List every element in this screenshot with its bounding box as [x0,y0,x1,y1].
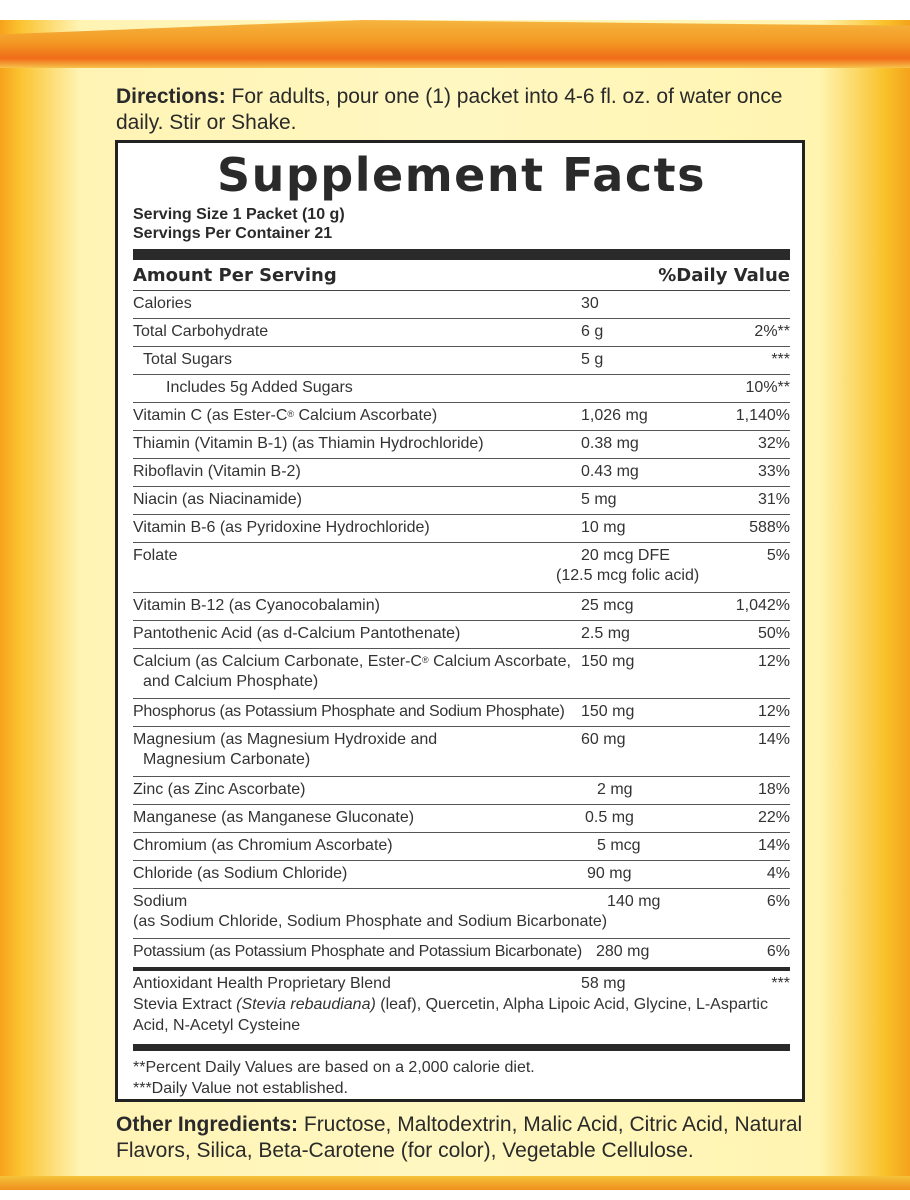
servings-per-container: Servings Per Container 21 [133,225,333,242]
other-ingredients [116,1112,816,1164]
nutrient-row-added-sugars: Includes 5g Added Sugars 10%** [133,375,790,403]
package-bottom-edge [0,1176,910,1190]
nutrient-row-chromium: Chromium (as Chromium Ascorbate) 5 mcg 14% [133,833,790,861]
nutrient-row-vitamin-b6: Vitamin B-6 (as Pyridoxine Hydrochloride) 10 mg 588% [133,515,790,543]
proprietary-blend-row: Antioxidant Health Proprietary Blend 58 mg *** [133,975,790,992]
other-ingredients-body: Fructose, Maltodextrin, Malic Acid, Citric Acid, Natural Flavors, Silica, Beta-Carotene (for color), Vegetable Cellulose. [116,1113,803,1162]
nutrient-row-thiamin: Thiamin (Vitamin B-1) (as Thiamin Hydrochloride) 0.38 mg 32% [133,431,790,459]
footnote-daily-values: **Percent Daily Values are based on a 2,000 calorie diet. [133,1059,535,1076]
daily-value-heading: %Daily Value [658,264,790,286]
directions-body: For adults, pour one (1) packet into 4-6 fl. oz. of water once daily. Stir or Shake. [116,85,783,134]
directions-label: Directions: [116,85,226,108]
nutrient-row-potassium: Potassium (as Potassium Phosphate and Potassium Bicarbonate) 280 mg 6% [133,943,790,960]
divider-bottom [133,1044,790,1051]
supplement-facts-panel [115,140,805,1102]
nutrient-row-phosphorus: Phosphorus (as Potassium Phosphate and Sodium Phosphate) 150 mg 12% [133,699,790,727]
nutrient-row-vitamin-c: Vitamin C (as Ester-C® Calcium Ascorbate) 1,026 mg 1,140% [133,403,790,431]
divider-thick [133,249,790,260]
nutrient-row-riboflavin: Riboflavin (Vitamin B-2) 0.43 mg 33% [133,459,790,487]
nutrient-row-pantothenic-acid: Pantothenic Acid (as d-Calcium Pantothenate) 2.5 mg 50% [133,621,790,649]
nutrient-row-vitamin-b12: Vitamin B-12 (as Cyanocobalamin) 25 mcg 1,042% [133,593,790,621]
nutrient-row-calcium: Calcium (as Calcium Carbonate, Ester-C® Calcium Ascorbate, and Calcium Phosphate) 150 mg 12% [133,649,790,699]
other-ingredients-label: Other Ingredients: [116,1113,299,1136]
nutrient-row-chloride: Chloride (as Sodium Chloride) 90 mg 4% [133,861,790,889]
nutrient-row-total-carbohydrate: Total Carbohydrate 6 g 2%** [133,319,790,347]
nutrient-row-niacin: Niacin (as Niacinamide) 5 mg 31% [133,487,790,515]
nutrient-row-zinc: Zinc (as Zinc Ascorbate) 2 mg 18% [133,777,790,805]
nutrient-row-magnesium: Magnesium (as Magnesium Hydroxide and Magnesium Carbonate) 60 mg 14% [133,727,790,777]
serving-size: Serving Size 1 Packet (10 g) [133,206,345,223]
nutrient-row-sodium: Sodium (as Sodium Chloride, Sodium Phosphate and Sodium Bicarbonate) 140 mg 6% [133,889,790,939]
nutrient-row-manganese: Manganese (as Manganese Gluconate) 0.5 mg 22% [133,805,790,833]
proprietary-blend-ingredients: Stevia Extract (Stevia rebaudiana) (leaf), Quercetin, Alpha Lipoic Acid, Glycine, L-Aspartic Acid, N-Acetyl Cysteine [133,996,768,1034]
amount-per-serving-heading: Amount Per Serving [133,264,337,286]
facts-header-row [133,260,790,291]
directions-text [116,84,806,136]
supplement-facts-title: Supplement Facts [217,148,706,202]
footnote-not-established: ***Daily Value not established. [133,1080,348,1097]
nutrient-row-folate: Folate 20 mcg DFE (12.5 mcg folic acid) 5% [133,543,790,593]
nutrient-row-calories: Calories 30 [133,291,790,319]
nutrient-row-total-sugars: Total Sugars 5 g *** [133,347,790,375]
